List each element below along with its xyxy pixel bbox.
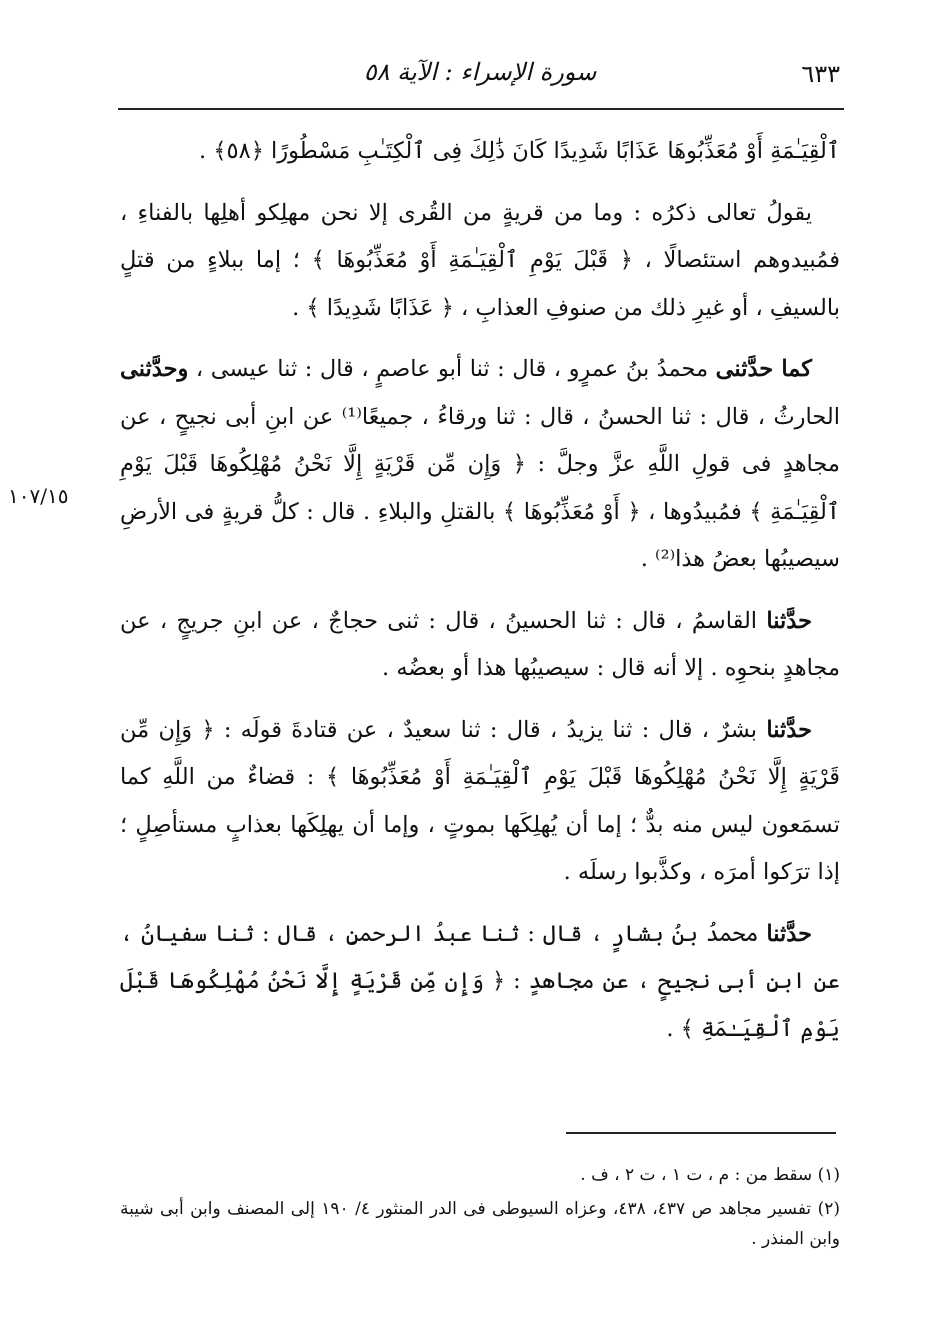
sura-title: سورة الإسراء : الآية ٥٨ — [363, 58, 597, 86]
paragraph-narration-3 — [120, 707, 840, 897]
paragraph-commentary — [120, 190, 840, 333]
paragraph-narration-2 — [120, 598, 840, 693]
narration-lead: حدَّثنا — [766, 920, 812, 947]
margin-reference: ١٠٧/١٥ — [8, 484, 69, 508]
footnote-1: (١) سقط من : م ، ت ١ ، ت ٢ ، ف . — [580, 1165, 840, 1185]
paragraph-text: محمدُ بنُ عمرٍو ، قال : ثنا أبو عاصمٍ ، قال : ثنا عيسى ، — [188, 356, 716, 382]
paragraph-narration-4 — [120, 911, 840, 1054]
narration-lead-2: وحدَّثنى — [120, 356, 189, 382]
paragraph-text: القاسمُ ، قال : ثنا الحسينُ ، قال : ثنى حجاجٌ ، عن ابنِ جريجٍ ، عن مجاهدٍ بنحوِه . إلا أنه قال : سيصيبُها هذا أو بعضُه . — [120, 607, 840, 681]
page-number: ٦٣٣ — [801, 60, 840, 88]
narration-lead: حدَّثنا — [766, 607, 812, 634]
paragraph-narration-1 — [120, 346, 840, 584]
page-header — [120, 50, 840, 100]
footnote-rule — [566, 1132, 836, 1134]
paragraph-text: ٱلْقِيَـٰمَةِ أَوْ مُعَذِّبُوهَا عَذَابًا شَدِيدًا كَانَ ذَٰلِكَ فِى ٱلْكِتَـٰبِ مَسْطُورًا ﴿٥٨﴾ . — [199, 138, 840, 164]
footnotes — [120, 1160, 840, 1258]
header-rule — [118, 108, 844, 110]
paragraph-text-2: الحارثُ ، قال : ثنا الحسنُ ، قال : ثنا ورقاءُ ، جميعًا⁽¹⁾ عن ابنِ أبى نجيحٍ ، عن مجاهدٍ فى قولِ اللَّهِ عزَّ وجلَّ : ﴿ وَإِن مِّن قَرْيَةٍ إِلَّا نَحْنُ مُهْلِكُوهَا قَبْلَ يَوْمِ ٱلْقِيَـٰمَةِ ﴾ فمُبيدُوها ، ﴿ أَوْ مُعَذِّبُوهَا ﴾ بالقتلِ والبلاءِ . قال : كلُّ قريةٍ فى الأرضِ سيصيبُها بعضُ هذا⁽²⁾ . — [120, 403, 840, 572]
main-text — [120, 128, 840, 1067]
paragraph-text: بشرٌ ، قال : ثنا يزيدُ ، قال : ثنا سعيدٌ ، عن قتادةَ قولَه : ﴿ وَإِن مِّن قَرْيَةٍ إِلَّا نَحْنُ مُهْلِكُوهَا قَبْلَ يَوْمِ ٱلْقِيَـٰمَةِ أَوْ مُعَذِّبُوهَا ﴾ : قضاءٌ من اللَّهِ كما تسمَعون ليس منه بدٌّ ؛ إما أن يُهلِكَها بموتٍ ، وإما أن يهلِكَها بعذابٍ مستأصِلٍ ؛ إذا ترَكوا أمرَه ، وكذَّبوا رسلَه . — [120, 716, 840, 885]
paragraph-verse-continuation — [120, 128, 840, 176]
paragraph-text: يقولُ تعالى ذكرُه : وما من قريةٍ من القُرى إلا نحن مهلِكو أهلِها بالفناءِ ، فمُبيدوهم استئصالًا ، ﴿ قَبْلَ يَوْمِ ٱلْقِيَـٰمَةِ أَوْ مُعَذِّبُوهَا ﴾ ؛ إما ببلاءٍ من قتلٍ بالسيفِ ، أو غيرِ ذلك من صنوفِ العذابِ ، ﴿ عَذَابًا شَدِيدًا ﴾ . — [120, 199, 840, 321]
narration-lead: كما حدَّثنى — [715, 356, 812, 382]
paragraph-text: محمدُ بنُ بشارٍ ، قال : ثنا عبدُ الرحمنِ ، قال : ثنا سفيانُ ، عن ابنِ أبى نجيحٍ ، عن مجاهدٍ : ﴿ وَإِن مِّن قَرْيَةٍ إِلَّا نَحْنُ مُهْلِكُوهَا قَبْلَ يَوْمِ ٱلْقِيَـٰمَةِ ﴾ . — [120, 920, 840, 1042]
narration-lead: حدَّثنا — [766, 716, 812, 743]
footnote-2: (٢) تفسير مجاهد ص ٤٣٧، ٤٣٨، وعزاه السيوطى فى الدر المنثور ٤/ ١٩٠ إلى المصنف وابن أبى شيبة وابن المنذر . — [120, 1199, 840, 1249]
